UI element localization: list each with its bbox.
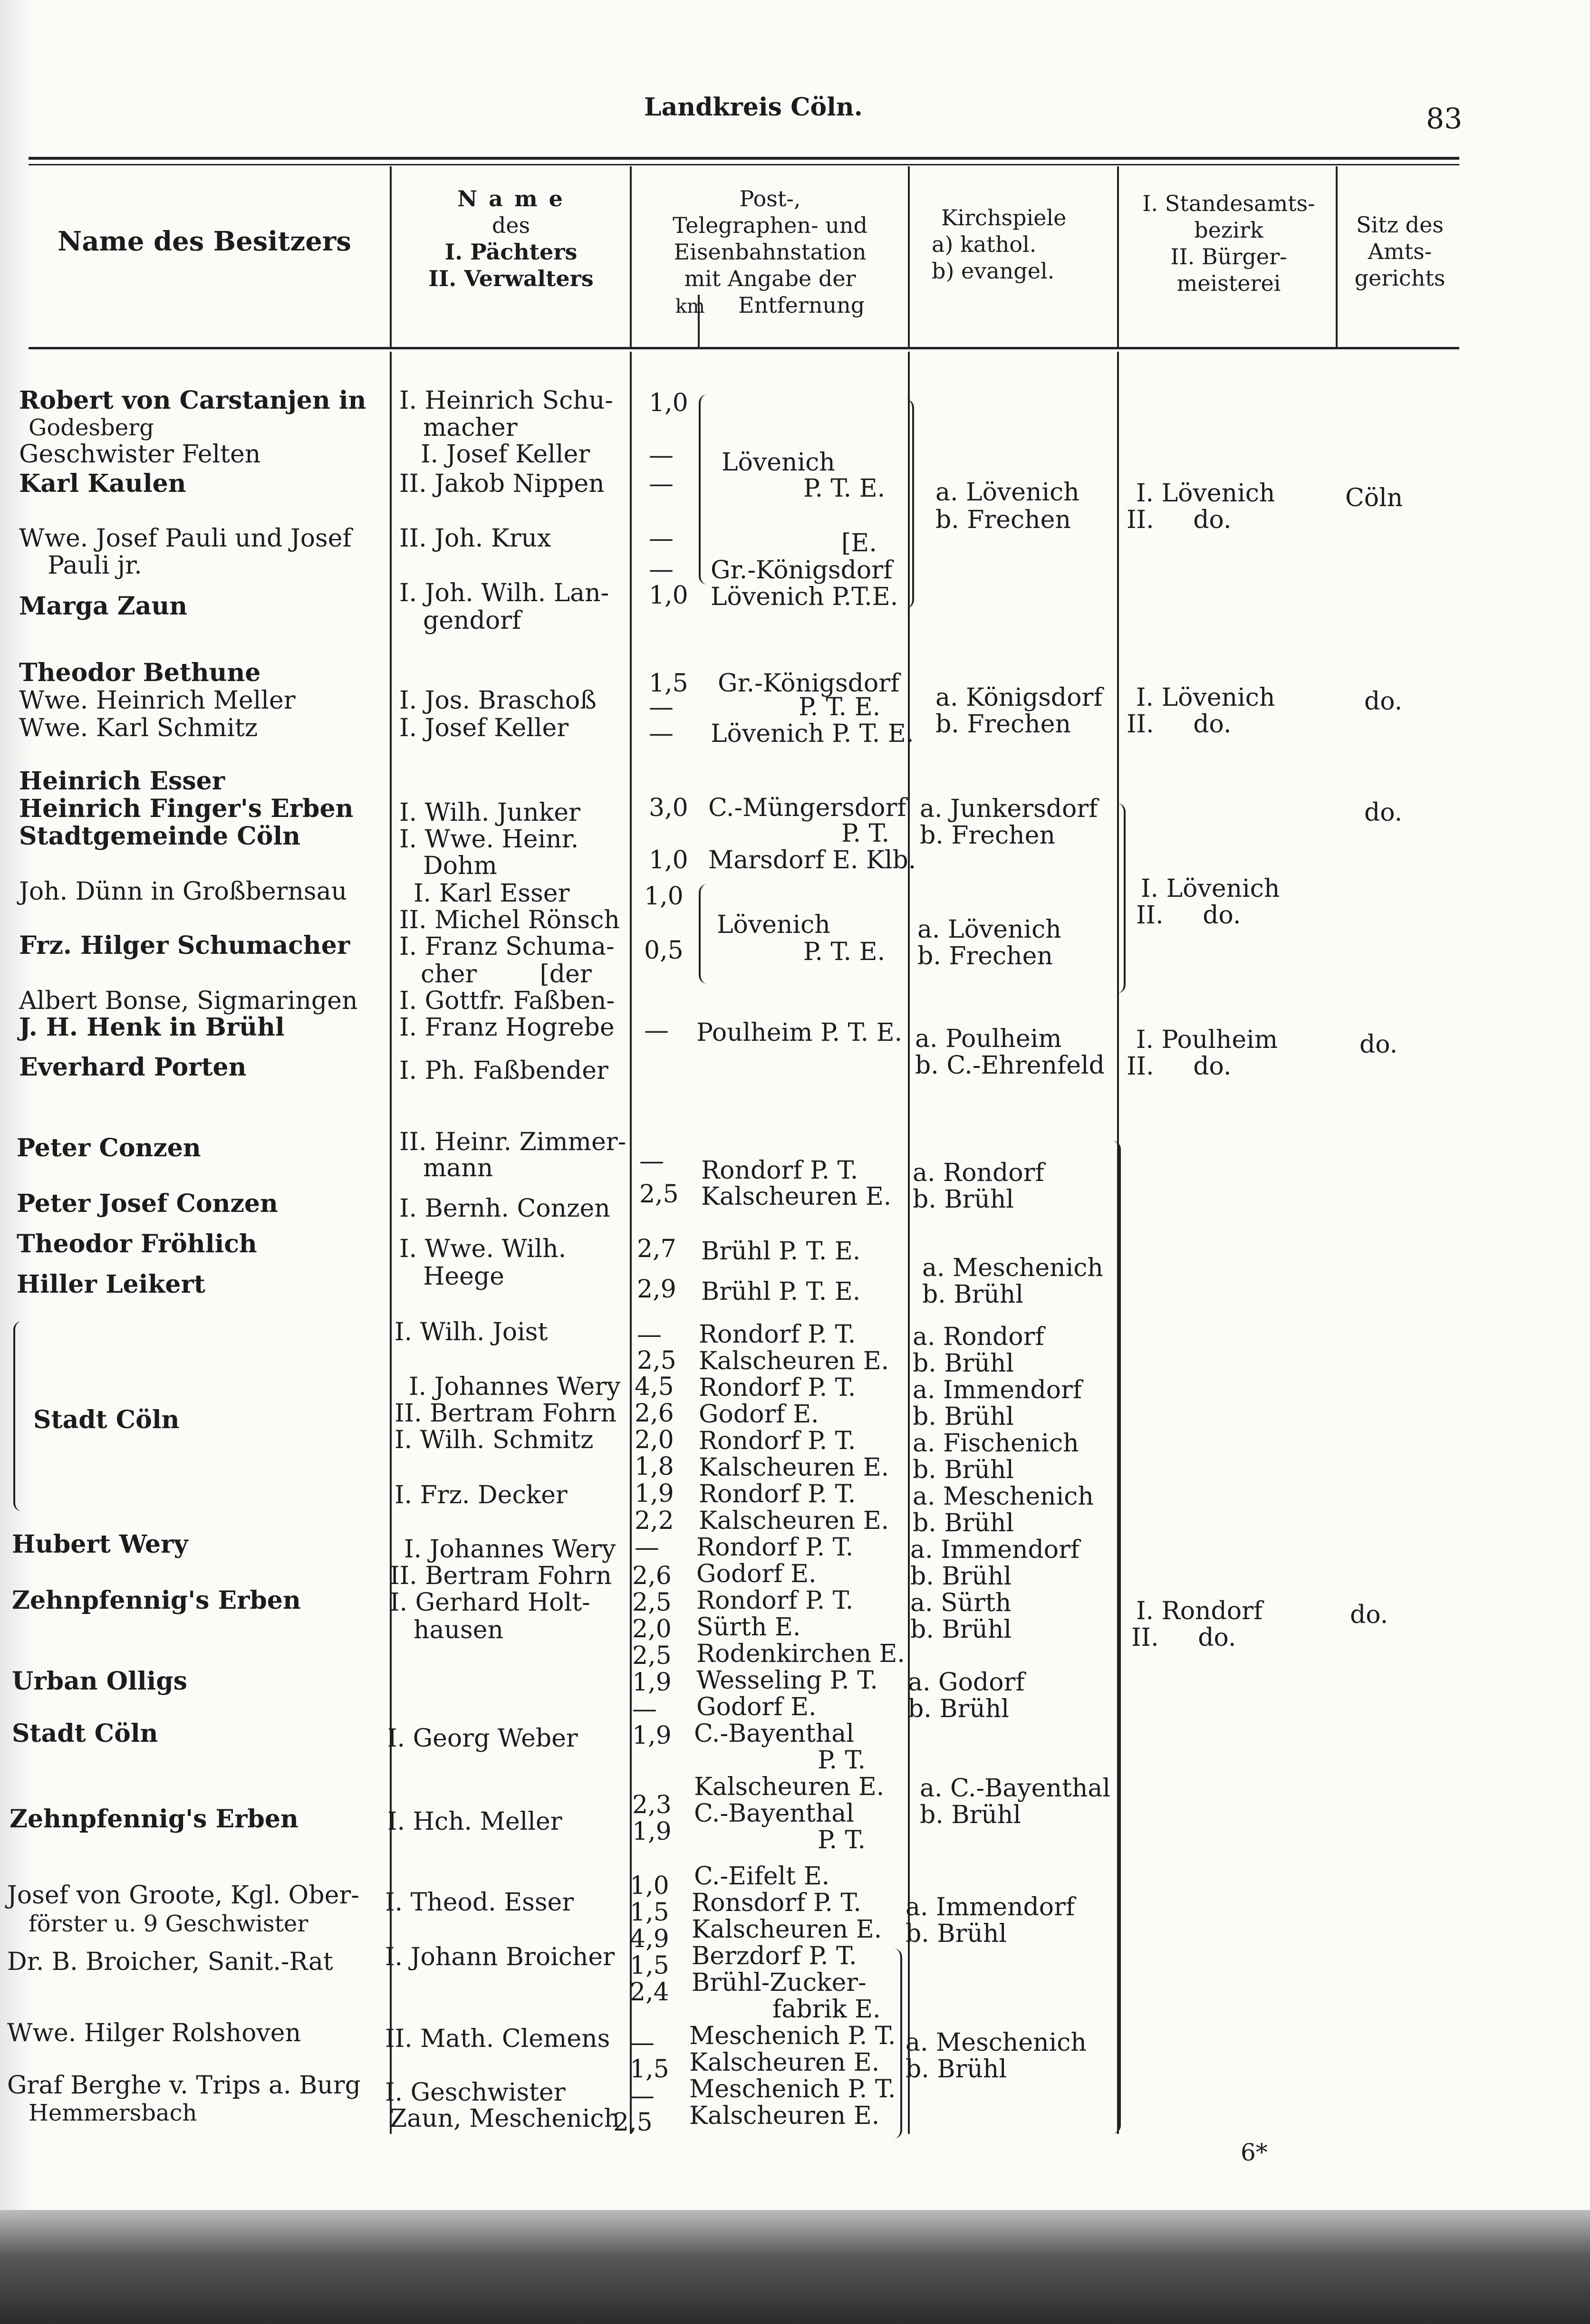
km-value: 2,4	[630, 1978, 669, 2007]
tenant-entry: I. Heinrich Schu-	[399, 386, 613, 415]
km-value: 1,0	[644, 882, 684, 911]
top-rule-thin	[29, 164, 1459, 165]
km-value: —	[649, 441, 674, 470]
col-divider	[390, 352, 392, 2134]
post-station: Kalscheuren E.	[692, 1915, 882, 1944]
post-station: Kalscheuren E.	[701, 1182, 892, 1211]
tenant-entry: I. Ph. Faßbender	[399, 1056, 608, 1085]
post-station: Brühl-Zucker-	[692, 1969, 867, 1997]
tenant-entry: Zaun, Meschenich	[390, 2104, 620, 2133]
post-station: Poulheim P. T. E.	[696, 1018, 903, 1047]
parish: a. Fischenich	[913, 1429, 1079, 1458]
top-rule	[29, 157, 1459, 160]
owner-entry: Geschwister Felten	[19, 440, 261, 469]
owner-entry: Stadtgemeinde Cöln	[19, 822, 300, 851]
tenant-entry: Heege	[423, 1262, 504, 1291]
parish: a. Junkersdorf	[920, 795, 1098, 823]
km-value: 4,9	[630, 1925, 669, 1953]
page-signature: 6*	[1241, 2139, 1268, 2166]
col-divider	[390, 166, 392, 347]
km-value: 2,9	[637, 1275, 676, 1304]
km-value: 2,0	[632, 1615, 672, 1643]
parish: b. Brühl	[908, 1695, 1010, 1723]
owner-entry: Frz. Hilger Schumacher	[19, 931, 350, 960]
owner-entry: Theodor Fröhlich	[17, 1229, 257, 1258]
brace	[906, 399, 914, 608]
owner-entry: Peter Josef Conzen	[17, 1189, 278, 1218]
header-owner: Name des Besitzers	[58, 226, 351, 257]
tenant-entry: II. Jakob Nippen	[399, 470, 605, 498]
owner-entry: Marga Zaun	[19, 592, 188, 621]
parish: a. Meschenich	[922, 1254, 1103, 1282]
post-station: P. T. E.	[803, 474, 886, 503]
parish: b. Brühl	[920, 1801, 1021, 1829]
post-station: Wesseling P. T.	[696, 1666, 878, 1695]
post-station: Rondorf P. T.	[701, 1156, 858, 1185]
header-church: Kirchspiele a) kathol. b) evangel.	[932, 205, 1067, 284]
parish: a. Immendorf	[906, 1893, 1075, 1921]
tenant-entry: I. Georg Weber	[387, 1724, 578, 1753]
parish: b. Brühl	[913, 1509, 1014, 1537]
parish: b. Brühl	[906, 1920, 1007, 1948]
post-station: P. T.	[818, 1826, 866, 1854]
post-station: Brühl P. T. E.	[701, 1237, 861, 1266]
km-value: 1,8	[635, 1452, 674, 1481]
court-seat: do.	[1364, 798, 1403, 827]
owner-entry: Stadt Cöln	[12, 1719, 158, 1748]
km-value: 2,6	[632, 1562, 672, 1590]
owner-entry: Wwe. Hilger Rolshoven	[7, 2019, 301, 2047]
km-value: 1,5	[630, 1898, 669, 1927]
tenant-entry: I. Karl Esser	[414, 879, 570, 908]
post-station: Sürth E.	[696, 1613, 801, 1642]
brace	[1112, 1141, 1121, 2134]
owner-entry: Theodor Bethune	[19, 658, 261, 687]
parish: b. Brühl	[913, 1185, 1014, 1214]
tenant-entry: cher [der	[421, 960, 592, 989]
post-station: fabrik E.	[772, 1995, 881, 2024]
km-value: 1,0	[630, 1872, 669, 1900]
court-seat: do.	[1359, 1030, 1398, 1059]
parish: b. Brühl	[906, 2055, 1007, 2084]
km-value: —	[635, 1533, 659, 1562]
post-station: Kalscheuren E.	[699, 1453, 889, 1482]
owner-entry: Hiller Leikert	[17, 1270, 205, 1299]
tenant-entry: I. Theod. Esser	[385, 1888, 574, 1917]
km-value: 2,0	[635, 1426, 674, 1454]
owner-entry: Wwe. Heinrich Meller	[19, 686, 296, 715]
parish: a. Rondorf	[913, 1159, 1044, 1187]
post-station: Rondorf P. T.	[699, 1320, 856, 1349]
tenant-entry: I. Wilh. Joist	[395, 1318, 548, 1346]
col-divider	[630, 352, 632, 2134]
owner-entry: Albert Bonse, Sigmaringen	[19, 987, 358, 1015]
post-station: Gr.-Königsdorf	[711, 556, 893, 585]
km-value: 4,5	[635, 1373, 674, 1401]
registry-office: II. do.	[1127, 1052, 1232, 1081]
parish: a. Meschenich	[906, 2028, 1087, 2057]
col-divider	[1336, 166, 1338, 347]
parish: b. Brühl	[910, 1562, 1012, 1591]
header-post: Post-, Telegraphen- und Eisenbahnstation mit Angabe der km Entfernung	[673, 186, 867, 318]
km-value: —	[649, 693, 674, 721]
post-station: Rondorf P. T.	[699, 1480, 856, 1508]
owner-entry: Stadt Cöln	[33, 1405, 180, 1434]
parish: a. Sürth	[910, 1589, 1012, 1617]
post-station: Rondorf P. T.	[699, 1373, 856, 1402]
court-seat: Cöln	[1345, 484, 1403, 512]
registry-office: II. do.	[1127, 506, 1232, 534]
post-station: C.-Müngersdorf	[708, 794, 906, 822]
running-head: Landkreis Cöln.	[644, 93, 863, 122]
km-value: 1,0	[649, 846, 688, 874]
km-value: —	[637, 1320, 662, 1349]
brace	[699, 394, 707, 585]
post-station: Lövenich	[717, 911, 830, 939]
parish: b. Frechen	[935, 506, 1071, 534]
tenant-entry: I. Johann Broicher	[385, 1943, 615, 1971]
km-value: 2,2	[635, 1507, 674, 1535]
post-station: Godorf E.	[699, 1400, 819, 1429]
registry-office: I. Lövenich	[1136, 479, 1275, 508]
post-station: P. T.	[841, 819, 890, 848]
tenant-entry: I. Josef Keller	[421, 440, 590, 469]
post-station: Rodenkirchen E.	[696, 1640, 905, 1668]
km-value: —	[649, 524, 674, 553]
col-divider	[908, 166, 910, 347]
post-station: P. T.	[818, 1746, 866, 1775]
tenant-entry: II. Michel Rönsch	[399, 906, 620, 934]
km-value: 1,5	[649, 669, 688, 698]
km-value: 2,6	[635, 1399, 674, 1428]
registry-office: I. Lövenich	[1136, 683, 1275, 712]
tenant-entry: I. Hch. Meller	[387, 1807, 562, 1836]
tenant-entry: I. Frz. Decker	[395, 1481, 568, 1509]
tenant-entry: I. Wwe. Heinr.	[399, 825, 579, 854]
col-divider	[908, 352, 910, 2134]
post-station: Lövenich	[722, 448, 835, 477]
parish: b. Frechen	[920, 821, 1055, 850]
parish: b. Brühl	[913, 1402, 1014, 1431]
post-station: Marsdorf E. Klb.	[708, 846, 916, 874]
parish: b. Brühl	[913, 1456, 1014, 1484]
km-value: —	[649, 555, 674, 584]
tenant-entry: I. Johannes Wery	[404, 1535, 616, 1564]
km-value: 2,7	[637, 1235, 676, 1263]
post-station: P. T. E.	[799, 693, 881, 721]
tenant-entry: I. Bernh. Conzen	[399, 1194, 610, 1223]
owner-entry: Peter Conzen	[17, 1133, 201, 1162]
tenant-entry: I. Franz Hogrebe	[399, 1013, 615, 1042]
km-value: 1,5	[630, 2055, 669, 2084]
header-registry: I. Standesamts- bezirk II. Bürger- meisterei	[1142, 191, 1315, 296]
post-station: Godorf E.	[696, 1560, 817, 1588]
post-station: Kalscheuren E.	[689, 2048, 880, 2077]
parish: b. C.-Ehrenfeld	[915, 1051, 1105, 1080]
km-value: —	[632, 1695, 657, 1723]
km-value: —	[649, 719, 674, 748]
post-station: Kalscheuren E.	[699, 1507, 889, 1535]
post-station: C.-Bayenthal	[694, 1799, 854, 1828]
tenant-entry: Dohm	[423, 852, 497, 880]
post-station: P. T. E.	[803, 938, 886, 966]
header-bottom-rule	[29, 347, 1459, 349]
owner-entry: Heinrich Esser	[19, 767, 225, 796]
parish: a. C.-Bayenthal	[920, 1774, 1110, 1803]
km-value: 1,0	[649, 581, 688, 610]
parish: b. Frechen	[935, 710, 1071, 739]
parish: b. Brühl	[910, 1615, 1012, 1644]
registry-office: I. Rondorf	[1136, 1597, 1263, 1625]
tenant-entry: I. Josef Keller	[399, 714, 569, 742]
km-value: 3,0	[649, 794, 688, 822]
post-station: Kalscheuren E.	[699, 1347, 889, 1375]
owner-entry: Pauli jr.	[48, 551, 142, 580]
tenant-entry: I. Wilh. Junker	[399, 798, 580, 827]
km-value: 1,9	[632, 1817, 672, 1846]
owner-entry: Everhard Porten	[19, 1053, 247, 1082]
brace	[1117, 803, 1126, 993]
post-station: Rondorf P. T.	[699, 1427, 856, 1455]
owner-entry: J. H. Henk in Brühl	[19, 1013, 285, 1042]
parish: a. Poulheim	[915, 1025, 1062, 1053]
parish: a. Lövenich	[917, 915, 1061, 944]
parish: a. Immendorf	[913, 1376, 1082, 1404]
km-value: 2,5	[632, 1588, 672, 1617]
tenant-entry: I. Wwe. Wilh.	[399, 1235, 567, 1263]
owner-entry: Zehnpfennig's Erben	[12, 1586, 301, 1615]
brace	[13, 1321, 22, 1511]
brace	[894, 1949, 902, 2139]
post-station: Kalscheuren E.	[689, 2102, 880, 2130]
tenant-entry: I. Geschwister	[385, 2078, 566, 2107]
owner-entry: Hubert Wery	[12, 1530, 188, 1559]
parish: a. Immendorf	[910, 1536, 1080, 1564]
tenant-entry: I. Gerhard Holt-	[390, 1588, 590, 1617]
post-station: Rondorf P. T.	[696, 1533, 854, 1562]
km-value: —	[649, 470, 674, 498]
tenant-entry: I. Johannes Wery	[409, 1373, 621, 1401]
post-station: C.-Bayenthal	[694, 1719, 854, 1748]
km-value: 1,5	[630, 1951, 669, 1980]
tenant-entry: II. Math. Clemens	[385, 2025, 610, 2053]
tenant-entry: I. Franz Schuma-	[399, 932, 615, 961]
tenant-entry: II. Bertram Fohrn	[395, 1399, 617, 1428]
km-value: 1,9	[632, 1668, 672, 1697]
owner-entry: Heinrich Finger's Erben	[19, 794, 354, 823]
tenant-entry: I. Joh. Wilh. Lan-	[399, 579, 609, 607]
km-value: 2,5	[637, 1346, 676, 1375]
post-station: Rondorf P. T.	[696, 1586, 854, 1615]
parish: a. Königsdorf	[935, 683, 1103, 712]
owner-entry: Zehnpfennig's Erben	[10, 1805, 299, 1834]
tenant-entry: I. Gottfr. Faßben-	[399, 987, 615, 1015]
owner-entry: Robert von Carstanjen in	[19, 386, 366, 415]
km-value: 1,9	[632, 1721, 672, 1750]
post-station: Brühl P. T. E.	[701, 1277, 861, 1306]
owner-entry: Joh. Dünn in Großbernsau	[19, 877, 347, 906]
tenant-entry: II. Joh. Krux	[399, 524, 551, 553]
km-value: 0,5	[644, 936, 684, 965]
parish: a. Godorf	[908, 1668, 1025, 1697]
parish: b. Frechen	[917, 942, 1053, 970]
court-seat: do.	[1350, 1601, 1388, 1629]
owner-entry: Graf Berghe v. Trips a. Burg	[7, 2071, 361, 2100]
tenant-entry: gendorf	[423, 606, 521, 635]
owner-entry: Godesberg	[29, 414, 154, 441]
owner-entry: Hemmersbach	[29, 2100, 197, 2126]
parish: b. Brühl	[922, 1280, 1024, 1309]
owner-entry: Urban Olligs	[12, 1667, 187, 1696]
km-value: —	[630, 2082, 655, 2110]
registry-office: II. do.	[1131, 1623, 1236, 1652]
parish: a. Lövenich	[935, 478, 1079, 507]
post-station: [E.	[841, 529, 877, 557]
post-station: Lövenich P. T. E.	[711, 720, 914, 748]
post-station: Kalscheuren E.	[694, 1773, 885, 1801]
court-seat: do.	[1364, 687, 1403, 716]
km-value: —	[639, 1147, 664, 1175]
post-station: C.-Eifelt E.	[694, 1862, 830, 1891]
tenant-entry: hausen	[414, 1616, 503, 1644]
tenant-entry: macher	[423, 413, 518, 442]
header-tenant: N a m e des I. Pächters II. Verwalters	[428, 186, 594, 291]
parish: a. Meschenich	[913, 1482, 1094, 1511]
scan-shadow-bottom	[0, 2210, 1590, 2324]
km-value: —	[644, 1016, 669, 1045]
tenant-entry: I. Jos. Braschoß	[399, 686, 597, 715]
km-value: 2,5	[613, 2108, 653, 2137]
km-value: 2,5	[632, 1642, 672, 1670]
tenant-entry: I. Wilh. Schmitz	[395, 1426, 594, 1454]
km-value: 2,3	[632, 1791, 672, 1819]
post-station: Meschenich P. T.	[689, 2075, 896, 2103]
owner-entry: Wwe. Josef Pauli und Josef	[19, 524, 352, 553]
owner-entry: Wwe. Karl Schmitz	[19, 714, 258, 742]
registry-office: I. Poulheim	[1136, 1026, 1278, 1054]
post-station: Ronsdorf P. T.	[692, 1889, 861, 1917]
col-divider	[630, 166, 632, 347]
post-station: Lövenich P.T.E.	[711, 583, 898, 611]
tenant-entry: mann	[423, 1154, 493, 1182]
registry-office: II. do.	[1127, 710, 1232, 739]
km-value: 2,5	[639, 1180, 679, 1209]
post-station: Gr.-Königsdorf	[718, 669, 900, 698]
post-station: Berzdorf P. T.	[692, 1942, 857, 1970]
header-court: Sitz des Amts- gerichts	[1354, 212, 1445, 291]
km-value: 1,9	[635, 1479, 674, 1508]
km-value: —	[630, 2028, 655, 2057]
owner-entry: förster u. 9 Geschwister	[29, 1911, 308, 1937]
page-number: 83	[1426, 102, 1463, 135]
registry-office: I. Lövenich	[1141, 874, 1280, 903]
post-station: Meschenich P. T.	[689, 2022, 896, 2050]
tenant-entry: II. Heinr. Zimmer-	[399, 1128, 626, 1156]
registry-office: II. do.	[1136, 901, 1241, 930]
owner-entry: Josef von Groote, Kgl. Ober-	[7, 1881, 359, 1910]
parish: a. Rondorf	[913, 1323, 1044, 1351]
owner-entry: Karl Kaulen	[19, 469, 186, 498]
owner-entry: Dr. B. Broicher, Sanit.-Rat	[7, 1948, 333, 1976]
post-station: Godorf E.	[696, 1693, 817, 1721]
tenant-entry: II. Bertram Fohrn	[390, 1562, 612, 1590]
brace	[699, 884, 707, 984]
parish: b. Brühl	[913, 1349, 1014, 1378]
km-value: 1,0	[649, 389, 688, 417]
